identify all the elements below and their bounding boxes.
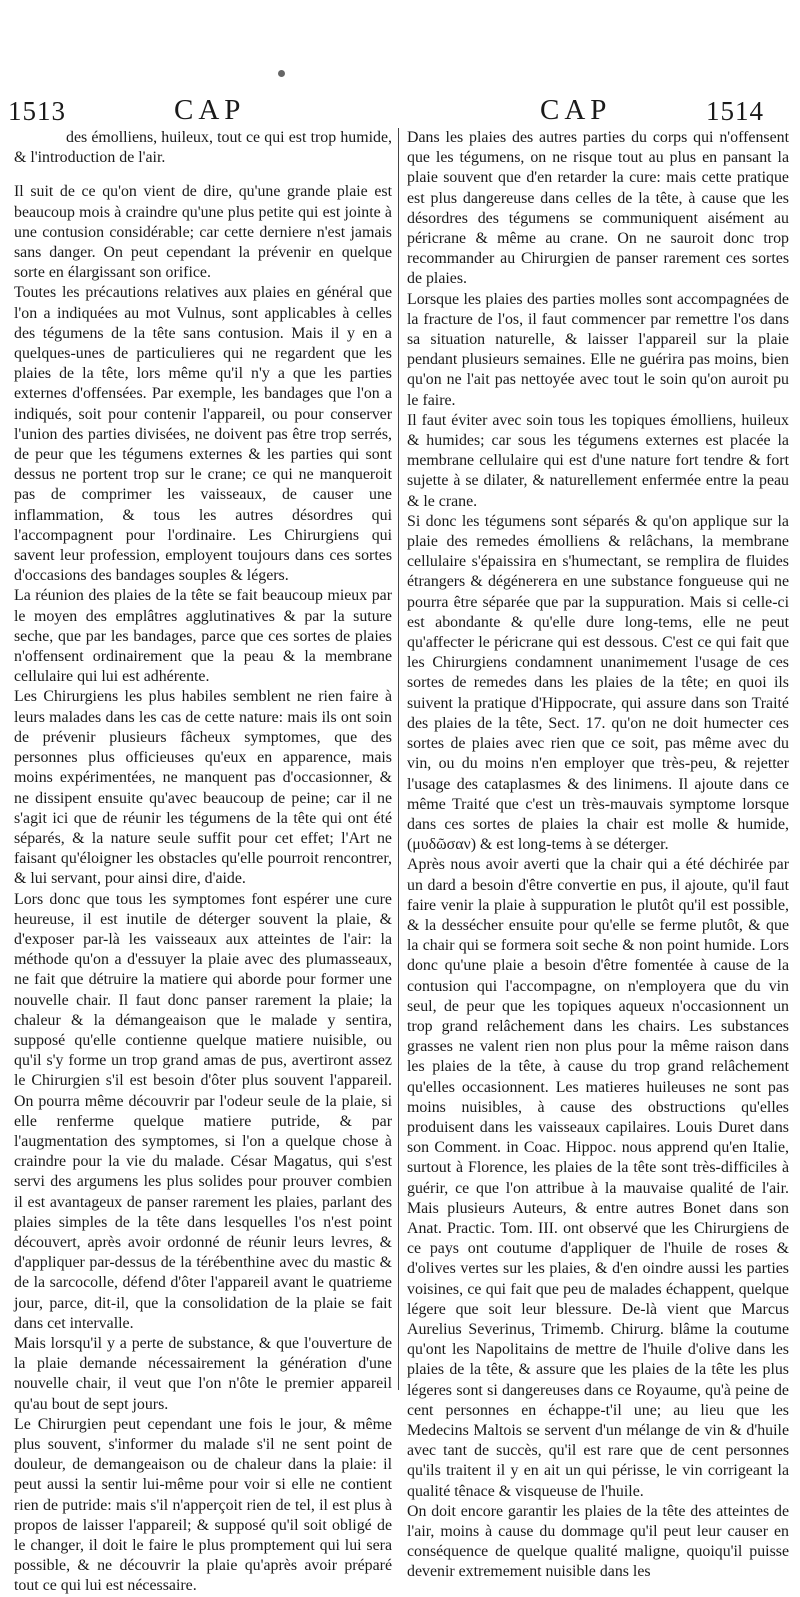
paragraph: Après nous avoir averti que la chair qui a été déchirée par un dard a besoin d'être convertie en pus, il ajoute, qu'il faut faire venir la plaie à suppuration le plutôt qu'il est possible, & la dessécher ensuite pour qu'elle se ferme plutôt, & que la chair qui se formera soit seche & non point humide. Lors donc qu'une plaie a besoin d'être fomentée à cause de la contusion qui l'accompagne, on n'employera que du vin seul, de peur que les topiques aqueux n'occasionnent un trop grand relâchement dans les chairs. Les substances grasses ne valent rien non plus pour la même raison dans les plaies de la tête, à cause du trop grand relâchement qu'elles occasionnent. Les matieres huileuses ne sont pas moins nuisibles, à cause des obstructions qu'elles produisent dans les vaisseaux capilaires. Louis Duret dans son Comment. in Coac. Hippoc. nous apprend qu'en Italie, surtout à Florence, les plaies de la tête sont très-difficiles à guérir, ce que l'on attribue à la mauvaise qualité de l'air. Mais plusieurs Auteurs, & entre autres Bonet dans son Anat. Practic. Tom. III. ont observé que les Chirurgiens de ce pays ont coutume d'appliquer de l'huile de roses & d'olives vertes sur les plaies, & d'en oindre aussi les parties voisines, ce qui fait que peu de malades échappent, quelque légere que soit leur blessure. De-là vient que Marcus Aurelius Severinus, Trimemb. Chirurg. blâme la coutume qu'ont les Napolitains de mettre de l'huile d'olive dans les plaies de la tête, & assure que les plaies de la tête les plus légeres sont si dangereuses dans ce Royaume, qu'à peine de cent personnes en échappe-t'il une; au lieu que les Medecins Maltois se servent d'un mélange de vin & d'huile avec tant de succès, qu'il est rare que de cent personnes qu'ils traitent il y en ait un qui périsse, le vin corrigeant la qualité tênace & visqueuse de l'huile.: [407, 856, 789, 1500]
paragraph: des émolliens, huileux, tout ce qui est trop humide, & l'introduction de l'air.: [14, 129, 392, 167]
running-header: [0, 96, 800, 130]
paragraph: Il faut éviter avec soin tous les topiques émolliens, huileux & humides; car sous les tégumens externes est placée la membrane cellulaire qui est d'une nature fort tendre & fort sujette à se dilater, & naturellement enfermée entre la peau & le crane.: [407, 411, 789, 510]
left-column: [14, 128, 392, 1597]
paragraph: Les Chirurgiens les plus habiles semblent ne rien faire à leurs malades dans les cas de cette nature: mais ils ont soin de prévenir plusieurs fâcheux symptomes, que des personnes plus officieuses qu'eux en apparence, mais moins expérimentées, ne manquent pas d'occasionner, & ne dissipent ensuite qu'avec beaucoup de peine; car il ne s'agit ici que de réunir les tégumens de la tête qui ont été séparés, & la nature seule suffit pour cet effet; l'Art ne faisant qu'éloigner les obstacles qu'elle pourroit rencontrer, & lui servant, pour ainsi dire, d'aide.: [14, 688, 392, 888]
catchword-right: CAP: [540, 94, 612, 126]
paragraph: On doit encore garantir les plaies de la tête des atteintes de l'air, moins à cause du dommage qu'il peut leur causer en conséquence de quelque qualité maligne, quoiqu'il puisse devenir extremement nuisible dans les: [407, 1502, 789, 1581]
paragraph: Si donc les tégumens sont séparés & qu'on applique sur la plaie des remedes émolliens & relâchans, la membrane cellulaire s'épaissira en s'humectant, se remplira de fluides étrangers & dégénerera en une substance fongueuse qui ne pourra être séparée que par la suppuration. Mais si celle-ci est abondante & qu'elle dure long-tems, elle ne peut qu'affecter le péricrane qui est dessous. C'est ce qui fait que les Chirurgiens condamnent unanimement l'usage de ces sortes de remedes dans les plaies de la tête; en quoi ils suivent la pratique d'Hippocrate, qui assure dans son Traité des plaies de la tête, Sect. 17. qu'on ne doit humecter ces sortes de plaies avec rien que ce soit, pas même avec du vin, ou du moins n'en employer que très-peu, & rejetter l'usage des cataplasmes & des linimens. Il ajoute dans ce même Traité que c'est un très-mauvais symptome lorsque dans ces sortes de plaies la chair est molle & humide, (μυδῶσαν) & est long-tems à se déterger.: [407, 512, 789, 854]
paragraph: Lors donc que tous les symptomes font espérer une cure heureuse, il est inutile de déterger souvent la plaie, & d'exposer par-là les vaisseaux aux atteintes de l'air: la méthode qu'on a d'essuyer la plaie avec des plumasseaux, ne fait que détruire la matiere qui aborde pour former une nouvelle chair. Il faut donc panser rarement la plaie; la chaleur & la démangeaison que le malade y sentira, supposé qu'elle contienne quelque matiere nuisible, ou qu'il s'y forme un trop grand amas de pus, avertiront assez le Chirurgien s'il est besoin d'ôter plus souvent l'appareil. On pourra même découvrir par l'odeur seule de la plaie, si elle renferme quelque matiere putride, & par l'augmentation des symptomes, si l'on a quelque chose à craindre pour la vie du malade. César Magatus, qui s'est servi des argumens les plus solides pour prouver combien il est avantageux de panser rarement les plaies, parlant des plaies simples de la tête dans lesquelles l'os n'est point découvert, après avoir ordonné de réunir leurs levres, & d'appliquer par-dessus de la térébenthine avec du mastic & de la sarcocolle, défend d'ôter l'appareil avant le quatrieme jour, parce, dit-il, que la consolidation de la plaie se fait dans cet intervalle.: [14, 890, 392, 1332]
paragraph: Lorsque les plaies des parties molles sont accompagnées de la fracture de l'os, il faut commencer par remettre l'os dans sa situation naturelle, & laisser l'appareil sur la plaie pendant plusieurs semaines. Elle ne guérira pas moins, bien qu'on ne l'ait pas nettoyée avec tout le soin qu'on auroit pu le faire.: [407, 290, 789, 409]
paragraph: Il suit de ce qu'on vient de dire, qu'une grande plaie est beaucoup mois à craindre qu'une plus petite qui est jointe à une contusion considérable; car cette derniere n'est jamais sans danger. On peut cependant la prévenir en quelque sorte en élargissant son orifice.: [14, 183, 392, 282]
ink-spot: [278, 70, 285, 77]
paragraph: Toutes les précautions relatives aux plaies en général que l'on a indiquées au mot Vulnus, sont applicables à celles des tégumens de la tête sans contusion. Mais il y en a quelques-unes de particulieres qui ne regardent que les plaies de la tête, lors même qu'il n'y a que les parties externes d'offensées. Par exemple, les bandages que l'on a indiqués, soit pour contenir l'appareil, ou pour conserver l'union des parties divisées, ne doivent pas être trop serrés, de peur que les tégumens externes & les parties qui sont dessus ne portent trop sur le crane; ce qui ne manqueroit pas de comprimer les vaisseaux, de causer une inflammation, & tous les autres désordres qui l'accompagnent pour l'ordinaire. Les Chirurgiens qui savent leur profession, employent toujours dans ces sortes d'occasions des bandages souples & légers.: [14, 284, 392, 585]
paragraph: Dans les plaies des autres parties du corps qui n'offensent que les tégumens, on ne risque tout au plus en pansant la plaie souvent que d'en retarder la cure: mais cette pratique est plus dangereuse dans celles de la tête, à cause que les désordres des tégumens se communiquent aisément au péricrane & même au crane. On ne sauroit donc trop recommander au Chirurgien de panser rarement ces sortes de plaies.: [407, 129, 789, 288]
page-number-right: 1514: [706, 96, 764, 126]
column-divider: [398, 128, 399, 1390]
catchword-left: CAP: [174, 94, 246, 126]
paragraph: La réunion des plaies de la tête se fait beaucoup mieux par le moyen des emplâtres agglutinatives & par la suture seche, que par les bandages, parce que ces sortes de plaies n'offensent ordinairement que la peau & la membrane cellulaire qui lui est adhérente.: [14, 587, 392, 686]
paragraph: Le Chirurgien peut cependant une fois le jour, & même plus souvent, s'informer du malade s'il ne sent point de douleur, de demangeaison ou de chaleur dans la plaie: il peut aussi la sentir lui-même pour voir si elle ne contient rien de putride: mais s'il n'apperçoit rien de tel, il est plus à propos de laisser l'appareil; & supposé qu'il soit obligé de le changer, il doit le faire le plus promptement qui lui sera possible, & ne découvrir la plaie qu'après avoir préparé tout ce qui lui est nécessaire.: [14, 1415, 392, 1595]
paragraph: Mais lorsqu'il y a perte de substance, & que l'ouverture de la plaie demande nécessairement la génération d'une nouvelle chair, il veut que l'on n'ôte le premier appareil qu'au bout de sept jours.: [14, 1334, 392, 1413]
right-column: [407, 128, 789, 1583]
page-number-left: 1513: [8, 96, 66, 126]
